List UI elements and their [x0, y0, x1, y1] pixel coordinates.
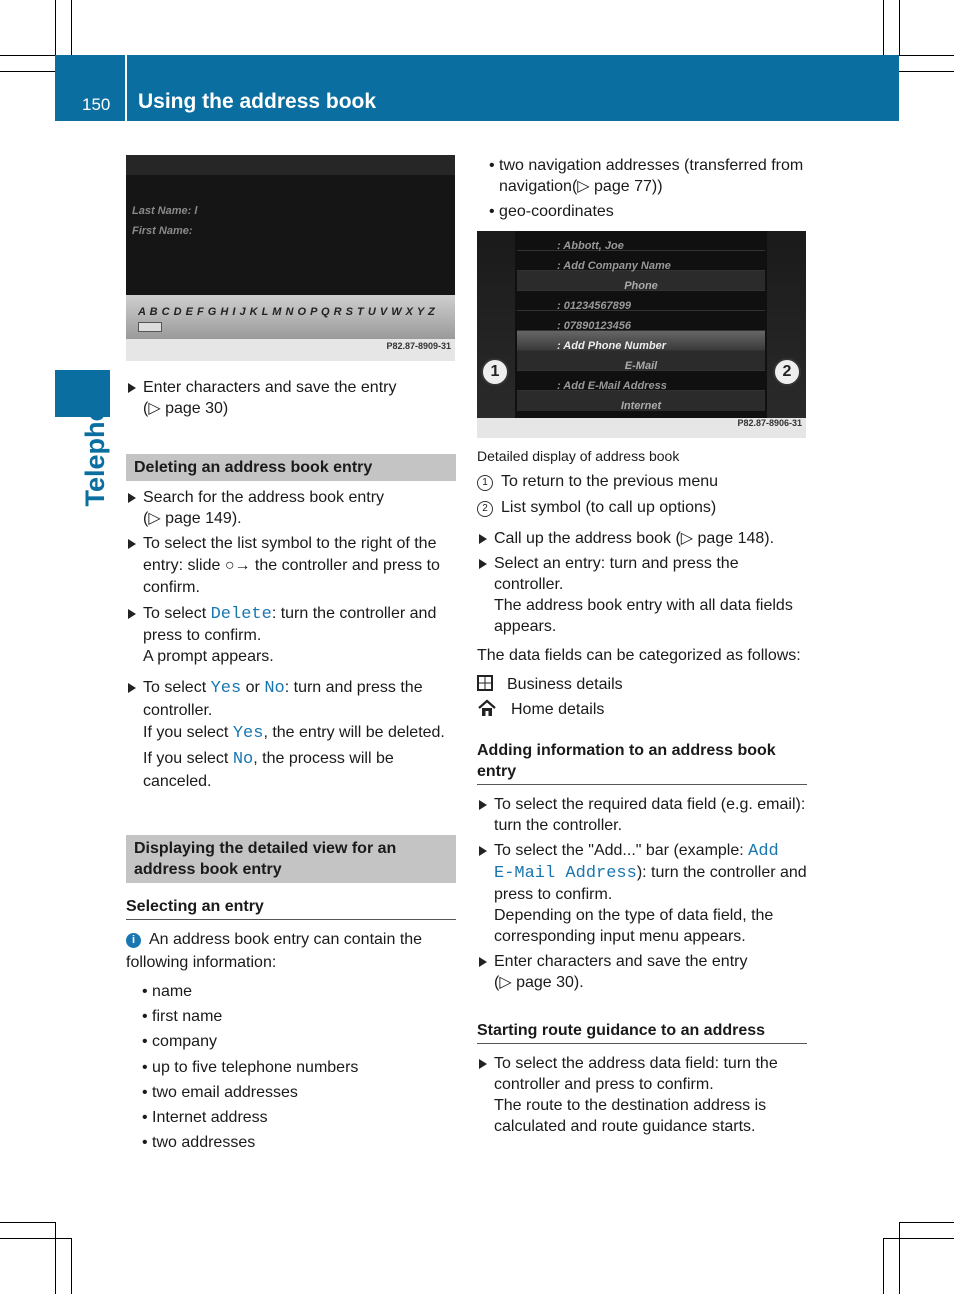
- internet-header: Internet: [517, 391, 765, 411]
- company-row: : Add Company Name: [517, 251, 765, 271]
- crop-mark: [71, 1238, 72, 1294]
- crop-mark: [55, 0, 56, 55]
- last-name-label: Last Name: l: [132, 205, 198, 217]
- info-icon: i: [126, 933, 141, 948]
- step-search-entry: Search for the address book entry (▷ page 149).: [126, 487, 456, 529]
- alphabet-row: A B C D E F G H I J K L M N O P Q R S T U V W X Y Z: [138, 306, 436, 318]
- figure-caption: Detailed display of address book: [477, 448, 680, 464]
- info-note: i An address book entry can contain the following information:: [126, 931, 423, 971]
- list-item: • company: [142, 1033, 217, 1051]
- business-icon: [477, 675, 493, 691]
- crop-mark: [899, 55, 954, 56]
- section-heading-detail: Displaying the detailed view for an address book entry: [126, 835, 456, 883]
- home-icon: [477, 699, 497, 723]
- step-enter-characters: Enter characters and save the entry (▷ page 30): [126, 377, 456, 419]
- list-item: • Internet address: [142, 1109, 268, 1127]
- callout-1: 1: [481, 358, 509, 386]
- category-home: Home details: [477, 699, 807, 723]
- keyboard-screenshot: [126, 155, 455, 361]
- list-item: • two email addresses: [142, 1083, 298, 1101]
- step-select-address-field: To select the address data field: turn the controller and press to confirm. The route to the destination address is calculated and route guidance starts.: [477, 1053, 807, 1137]
- header-divider: [125, 55, 127, 121]
- step-call-up-address-book: Call up the address book (▷ page 148).: [477, 528, 807, 549]
- step-select-yes-no: To select Yes or No: turn and press the controller. If you select Yes, the entry will be deleted. If you select No, the process will be canceled.: [126, 677, 456, 793]
- crop-mark: [883, 1238, 884, 1294]
- crop-mark: [71, 0, 72, 55]
- list-item: • up to five telephone numbers: [142, 1058, 359, 1076]
- crop-mark: [0, 55, 55, 56]
- first-name-label: First Name:: [132, 225, 193, 237]
- phone-header: Phone: [517, 271, 765, 291]
- crop-mark: [899, 1222, 954, 1223]
- crop-mark: [899, 1222, 900, 1294]
- phone-row[interactable]: : 07890123456: [517, 311, 765, 331]
- step-select-list-symbol: To select the list symbol to the right of the entry: slide ○→ the controller and press to confirm.: [126, 533, 456, 599]
- add-phone-number-row[interactable]: : Add Phone Number: [517, 331, 765, 351]
- list-item: • first name: [142, 1008, 223, 1026]
- address-detail-screenshot: [477, 231, 806, 438]
- email-header: E-Mail: [517, 351, 765, 371]
- prompt-note: A prompt appears.: [143, 648, 274, 665]
- step-enter-characters: Enter characters and save the entry (▷ page 30).: [477, 951, 807, 993]
- crop-mark: [899, 0, 900, 55]
- page-title: Using the address book: [138, 90, 377, 113]
- delete-code: Delete: [210, 605, 272, 624]
- legend-item: 2 List symbol (to call up options): [477, 497, 807, 518]
- add-email-code: Add E-Mail Address: [494, 842, 779, 883]
- back-icon: [138, 322, 162, 332]
- screenshot-ref: P82.87-8906-31: [737, 418, 802, 428]
- step-select-add-bar: To select the "Add..." bar (example: Add E-Mail Address): turn the controller and press to confirm. Depending on the type of data field, the corresponding input menu appears.: [477, 840, 807, 947]
- crop-mark: [0, 71, 55, 72]
- crop-mark: [883, 0, 884, 55]
- right-column: [477, 155, 807, 1137]
- section-heading-add-info: Adding information to an address book entry: [477, 740, 807, 785]
- side-tab-label: Telephone: [80, 373, 110, 507]
- section-heading-route: Starting route guidance to an address: [477, 1020, 807, 1044]
- step-select-entry: Select an entry: turn and press the controller. The address book entry with all data fields appears.: [477, 553, 807, 637]
- left-column: [126, 155, 456, 1155]
- callout-2: 2: [773, 358, 801, 386]
- screenshot-ref: P82.87-8909-31: [386, 341, 451, 351]
- legend-item: 1 To return to the previous menu: [477, 471, 807, 492]
- info-list: [126, 979, 456, 1155]
- page-number: 150: [82, 95, 111, 114]
- list-item: • name: [142, 983, 193, 1000]
- name-row: : Abbott, Joe: [517, 231, 765, 251]
- category-business: Business details: [477, 674, 807, 695]
- list-item: • geo-coordinates: [489, 203, 614, 220]
- crop-mark: [899, 71, 954, 72]
- list-item: • two addresses: [142, 1134, 256, 1152]
- list-item: • two navigation addresses (transferred from navigation(▷ page 77)): [489, 157, 804, 195]
- categories-intro: The data fields can be categorized as follows:: [477, 647, 801, 664]
- crop-mark: [0, 1222, 55, 1223]
- phone-row[interactable]: : 01234567899: [517, 291, 765, 311]
- step-select-data-field: To select the required data field (e.g. email): turn the controller.: [477, 794, 807, 836]
- add-email-row[interactable]: : Add E-Mail Address: [517, 371, 765, 391]
- crop-mark: [0, 1238, 71, 1239]
- subhead-selecting-entry: Selecting an entry: [126, 896, 456, 920]
- crop-mark: [883, 1238, 954, 1239]
- section-heading-delete: Deleting an address book entry: [126, 454, 456, 481]
- step-select-delete: To select Delete: turn the controller and press to confirm. A prompt appears.: [126, 603, 456, 667]
- crop-mark: [55, 1222, 56, 1294]
